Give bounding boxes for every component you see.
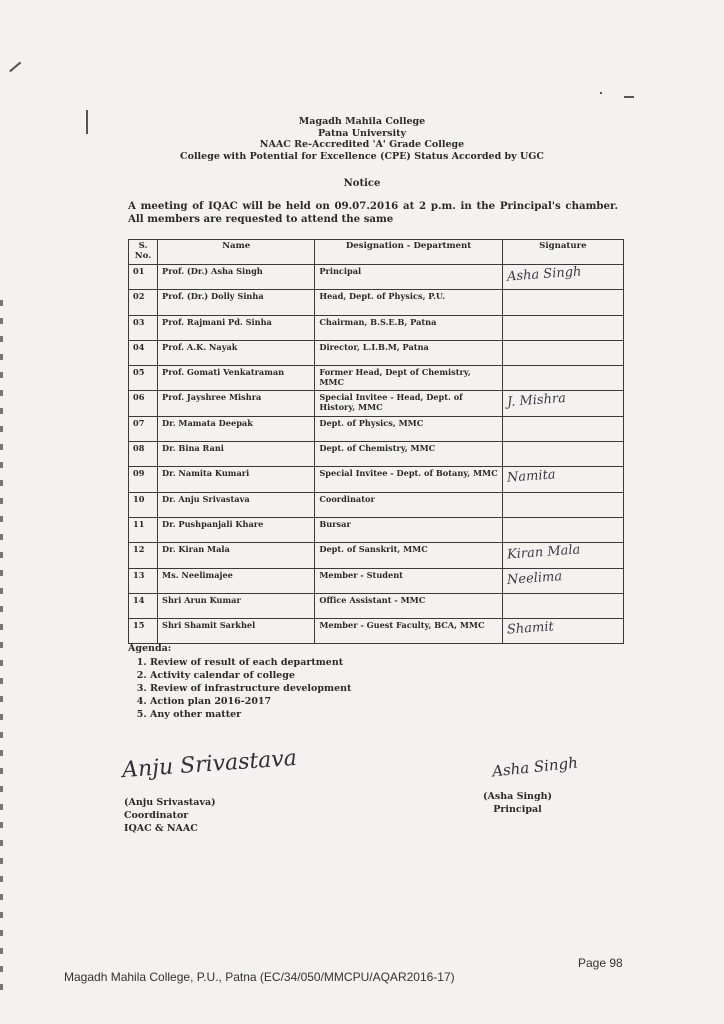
row-signature-cell — [502, 265, 623, 290]
row-name: Prof. (Dr.) Asha Singh — [158, 265, 315, 290]
row-sno: 02 — [129, 290, 158, 315]
handwritten-signature: Neelima — [506, 568, 563, 588]
margin-scan-mark — [0, 552, 3, 558]
row-signature-cell — [502, 315, 623, 340]
row-designation: Office Assistant - MMC — [315, 593, 502, 618]
coordinator-role: Coordinator — [124, 810, 189, 821]
margin-scan-mark — [0, 768, 3, 774]
row-sno: 12 — [129, 543, 158, 568]
column-header-name: Name — [158, 240, 315, 265]
agenda-title: Agenda: — [128, 643, 172, 654]
margin-scan-mark — [0, 966, 3, 972]
principal-handwritten-signature: Asha Singh — [491, 753, 579, 781]
column-header-designation: Designation - Department — [315, 240, 502, 265]
margin-scan-mark — [0, 570, 3, 576]
table-row — [129, 517, 624, 542]
table-header-row — [129, 240, 624, 265]
table-row — [129, 340, 624, 365]
margin-scan-mark — [0, 624, 3, 630]
margin-scan-mark — [0, 498, 3, 504]
row-signature-cell — [502, 391, 623, 416]
row-designation: Former Head, Dept of Chemistry, MMC — [315, 366, 502, 391]
row-signature-cell — [502, 492, 623, 517]
margin-scan-mark — [0, 660, 3, 666]
row-name: Dr. Kiran Mala — [158, 543, 315, 568]
row-sno: 05 — [129, 366, 158, 391]
row-name: Prof. Rajmani Pd. Sinha — [158, 315, 315, 340]
agenda-item: 4. Action plan 2016-2017 — [150, 695, 351, 708]
margin-scan-mark — [0, 336, 3, 342]
column-header-signature: Signature — [502, 240, 623, 265]
row-name: Dr. Namita Kumari — [158, 467, 315, 492]
margin-scan-mark — [0, 750, 3, 756]
principal-role: Principal — [493, 804, 542, 815]
row-sno: 03 — [129, 315, 158, 340]
scan-mark — [600, 92, 602, 94]
row-signature-cell — [502, 568, 623, 593]
margin-scan-mark — [0, 930, 3, 936]
row-designation: Special Invitee - Head, Dept. of History, MMC — [315, 391, 502, 416]
table-row — [129, 290, 624, 315]
margin-scan-mark — [0, 876, 3, 882]
footer-reference: Magadh Mahila College, P.U., Patna (EC/34/050/MMCPU/AQAR2016-17) — [64, 970, 455, 984]
row-designation: Principal — [315, 265, 502, 290]
table-row — [129, 467, 624, 492]
row-sno: 06 — [129, 391, 158, 416]
margin-scan-mark — [0, 948, 3, 954]
row-name: Dr. Pushpanjali Khare — [158, 517, 315, 542]
agenda-item: 5. Any other matter — [150, 708, 351, 721]
row-signature-cell — [502, 366, 623, 391]
row-sno: 10 — [129, 492, 158, 517]
margin-scan-mark — [0, 534, 3, 540]
table-row — [129, 265, 624, 290]
table-row — [129, 619, 624, 644]
scan-mark — [9, 62, 21, 72]
coordinator-name: (Anju Srivastava) — [124, 797, 216, 808]
handwritten-signature: Shamit — [506, 619, 554, 638]
margin-scan-mark — [0, 462, 3, 468]
table-row — [129, 492, 624, 517]
naac-accreditation: NAAC Re-Accredited 'A' Grade College — [259, 139, 465, 150]
row-designation: Dept. of Chemistry, MMC — [315, 442, 502, 467]
row-signature-cell — [502, 543, 623, 568]
row-sno: 07 — [129, 416, 158, 441]
handwritten-signature: Kiran Mala — [506, 542, 581, 563]
notice-title: Notice — [343, 178, 381, 189]
margin-scan-mark — [0, 444, 3, 450]
principal-name: (Asha Singh) — [483, 791, 553, 802]
table-row — [129, 391, 624, 416]
margin-scan-mark — [0, 984, 3, 990]
margin-scan-mark — [0, 642, 3, 648]
margin-scan-mark — [0, 426, 3, 432]
row-designation: Coordinator — [315, 492, 502, 517]
margin-scan-mark — [0, 894, 3, 900]
row-name: Prof. Gomati Venkatraman — [158, 366, 315, 391]
row-designation: Member - Guest Faculty, BCA, MMC — [315, 619, 502, 644]
row-designation: Dept. of Physics, MMC — [315, 416, 502, 441]
table-row — [129, 568, 624, 593]
row-name: Prof. A.K. Nayak — [158, 340, 315, 365]
letterhead — [0, 116, 724, 162]
margin-scan-mark — [0, 840, 3, 846]
margin-scan-mark — [0, 858, 3, 864]
margin-scan-mark — [0, 606, 3, 612]
margin-scan-mark — [0, 408, 3, 414]
row-signature-cell — [502, 340, 623, 365]
margin-scan-mark — [0, 912, 3, 918]
row-signature-cell — [502, 517, 623, 542]
row-designation: Director, L.I.B.M, Patna — [315, 340, 502, 365]
cpe-status: College with Potential for Excellence (CPE) Status Accorded by UGC — [180, 150, 544, 162]
row-designation: Special Invitee - Dept. of Botany, MMC — [315, 467, 502, 492]
row-designation: Chairman, B.S.E.B, Patna — [315, 315, 502, 340]
margin-scan-mark — [0, 480, 3, 486]
column-header-sno: S. No. — [129, 240, 158, 265]
row-signature-cell — [502, 442, 623, 467]
row-signature-cell — [502, 619, 623, 644]
coordinator-org: IQAC & NAAC — [124, 823, 198, 834]
table-row — [129, 442, 624, 467]
coordinator-handwritten-signature: Anju Srivastava — [121, 745, 298, 784]
margin-scan-mark — [0, 354, 3, 360]
row-sno: 08 — [129, 442, 158, 467]
margin-scan-mark — [0, 786, 3, 792]
row-sno: 15 — [129, 619, 158, 644]
handwritten-signature: Asha Singh — [506, 264, 582, 285]
margin-scan-mark — [0, 804, 3, 810]
margin-scan-mark — [0, 678, 3, 684]
row-name: Dr. Mamata Deepak — [158, 416, 315, 441]
principal-signatory — [483, 790, 552, 816]
table-row — [129, 543, 624, 568]
table-row — [129, 593, 624, 618]
row-signature-cell — [502, 593, 623, 618]
table-row — [129, 315, 624, 340]
row-name: Shri Arun Kumar — [158, 593, 315, 618]
row-designation: Head, Dept. of Physics, P.U. — [315, 290, 502, 315]
page-number: Page 98 — [578, 956, 623, 970]
row-signature-cell — [502, 467, 623, 492]
margin-scan-mark — [0, 714, 3, 720]
row-designation: Dept. of Sanskrit, MMC — [315, 543, 502, 568]
margin-scan-mark — [0, 696, 3, 702]
margin-scan-mark — [0, 516, 3, 522]
university-name: Patna University — [317, 127, 407, 139]
handwritten-signature: J. Mishra — [506, 391, 567, 411]
row-sno: 14 — [129, 593, 158, 618]
row-signature-cell — [502, 416, 623, 441]
row-name: Prof. (Dr.) Dolly Sinha — [158, 290, 315, 315]
table-row — [129, 416, 624, 441]
margin-scan-mark — [0, 300, 3, 306]
notice-text: A meeting of IQAC will be held on 09.07.2016 at 2 p.m. in the Principal's chamber. All members are requested to attend the same — [128, 200, 618, 225]
agenda-item: 3. Review of infrastructure development — [150, 682, 351, 695]
college-name: Magadh Mahila College — [298, 116, 426, 127]
handwritten-signature: Namita — [506, 467, 556, 487]
table-row — [129, 366, 624, 391]
margin-scan-mark — [0, 732, 3, 738]
margin-scan-mark — [0, 822, 3, 828]
row-signature-cell — [502, 290, 623, 315]
row-name: Prof. Jayshree Mishra — [158, 391, 315, 416]
row-sno: 04 — [129, 340, 158, 365]
margin-scan-mark — [0, 372, 3, 378]
scan-mark — [624, 96, 634, 98]
row-name: Dr. Bina Rani — [158, 442, 315, 467]
row-sno: 09 — [129, 467, 158, 492]
row-designation: Bursar — [315, 517, 502, 542]
row-name: Dr. Anju Srivastava — [158, 492, 315, 517]
row-sno: 13 — [129, 568, 158, 593]
row-name: Shri Shamit Sarkhel — [158, 619, 315, 644]
row-sno: 11 — [129, 517, 158, 542]
agenda-item: 2. Activity calendar of college — [150, 669, 351, 682]
agenda-list — [128, 656, 351, 721]
margin-scan-mark — [0, 390, 3, 396]
members-table — [128, 239, 624, 644]
margin-scan-mark — [0, 318, 3, 324]
margin-scan-mark — [0, 588, 3, 594]
agenda-item: 1. Review of result of each department — [150, 656, 351, 669]
row-name: Ms. Neelimajee — [158, 568, 315, 593]
coordinator-signatory — [124, 796, 216, 835]
row-sno: 01 — [129, 265, 158, 290]
row-designation: Member - Student — [315, 568, 502, 593]
